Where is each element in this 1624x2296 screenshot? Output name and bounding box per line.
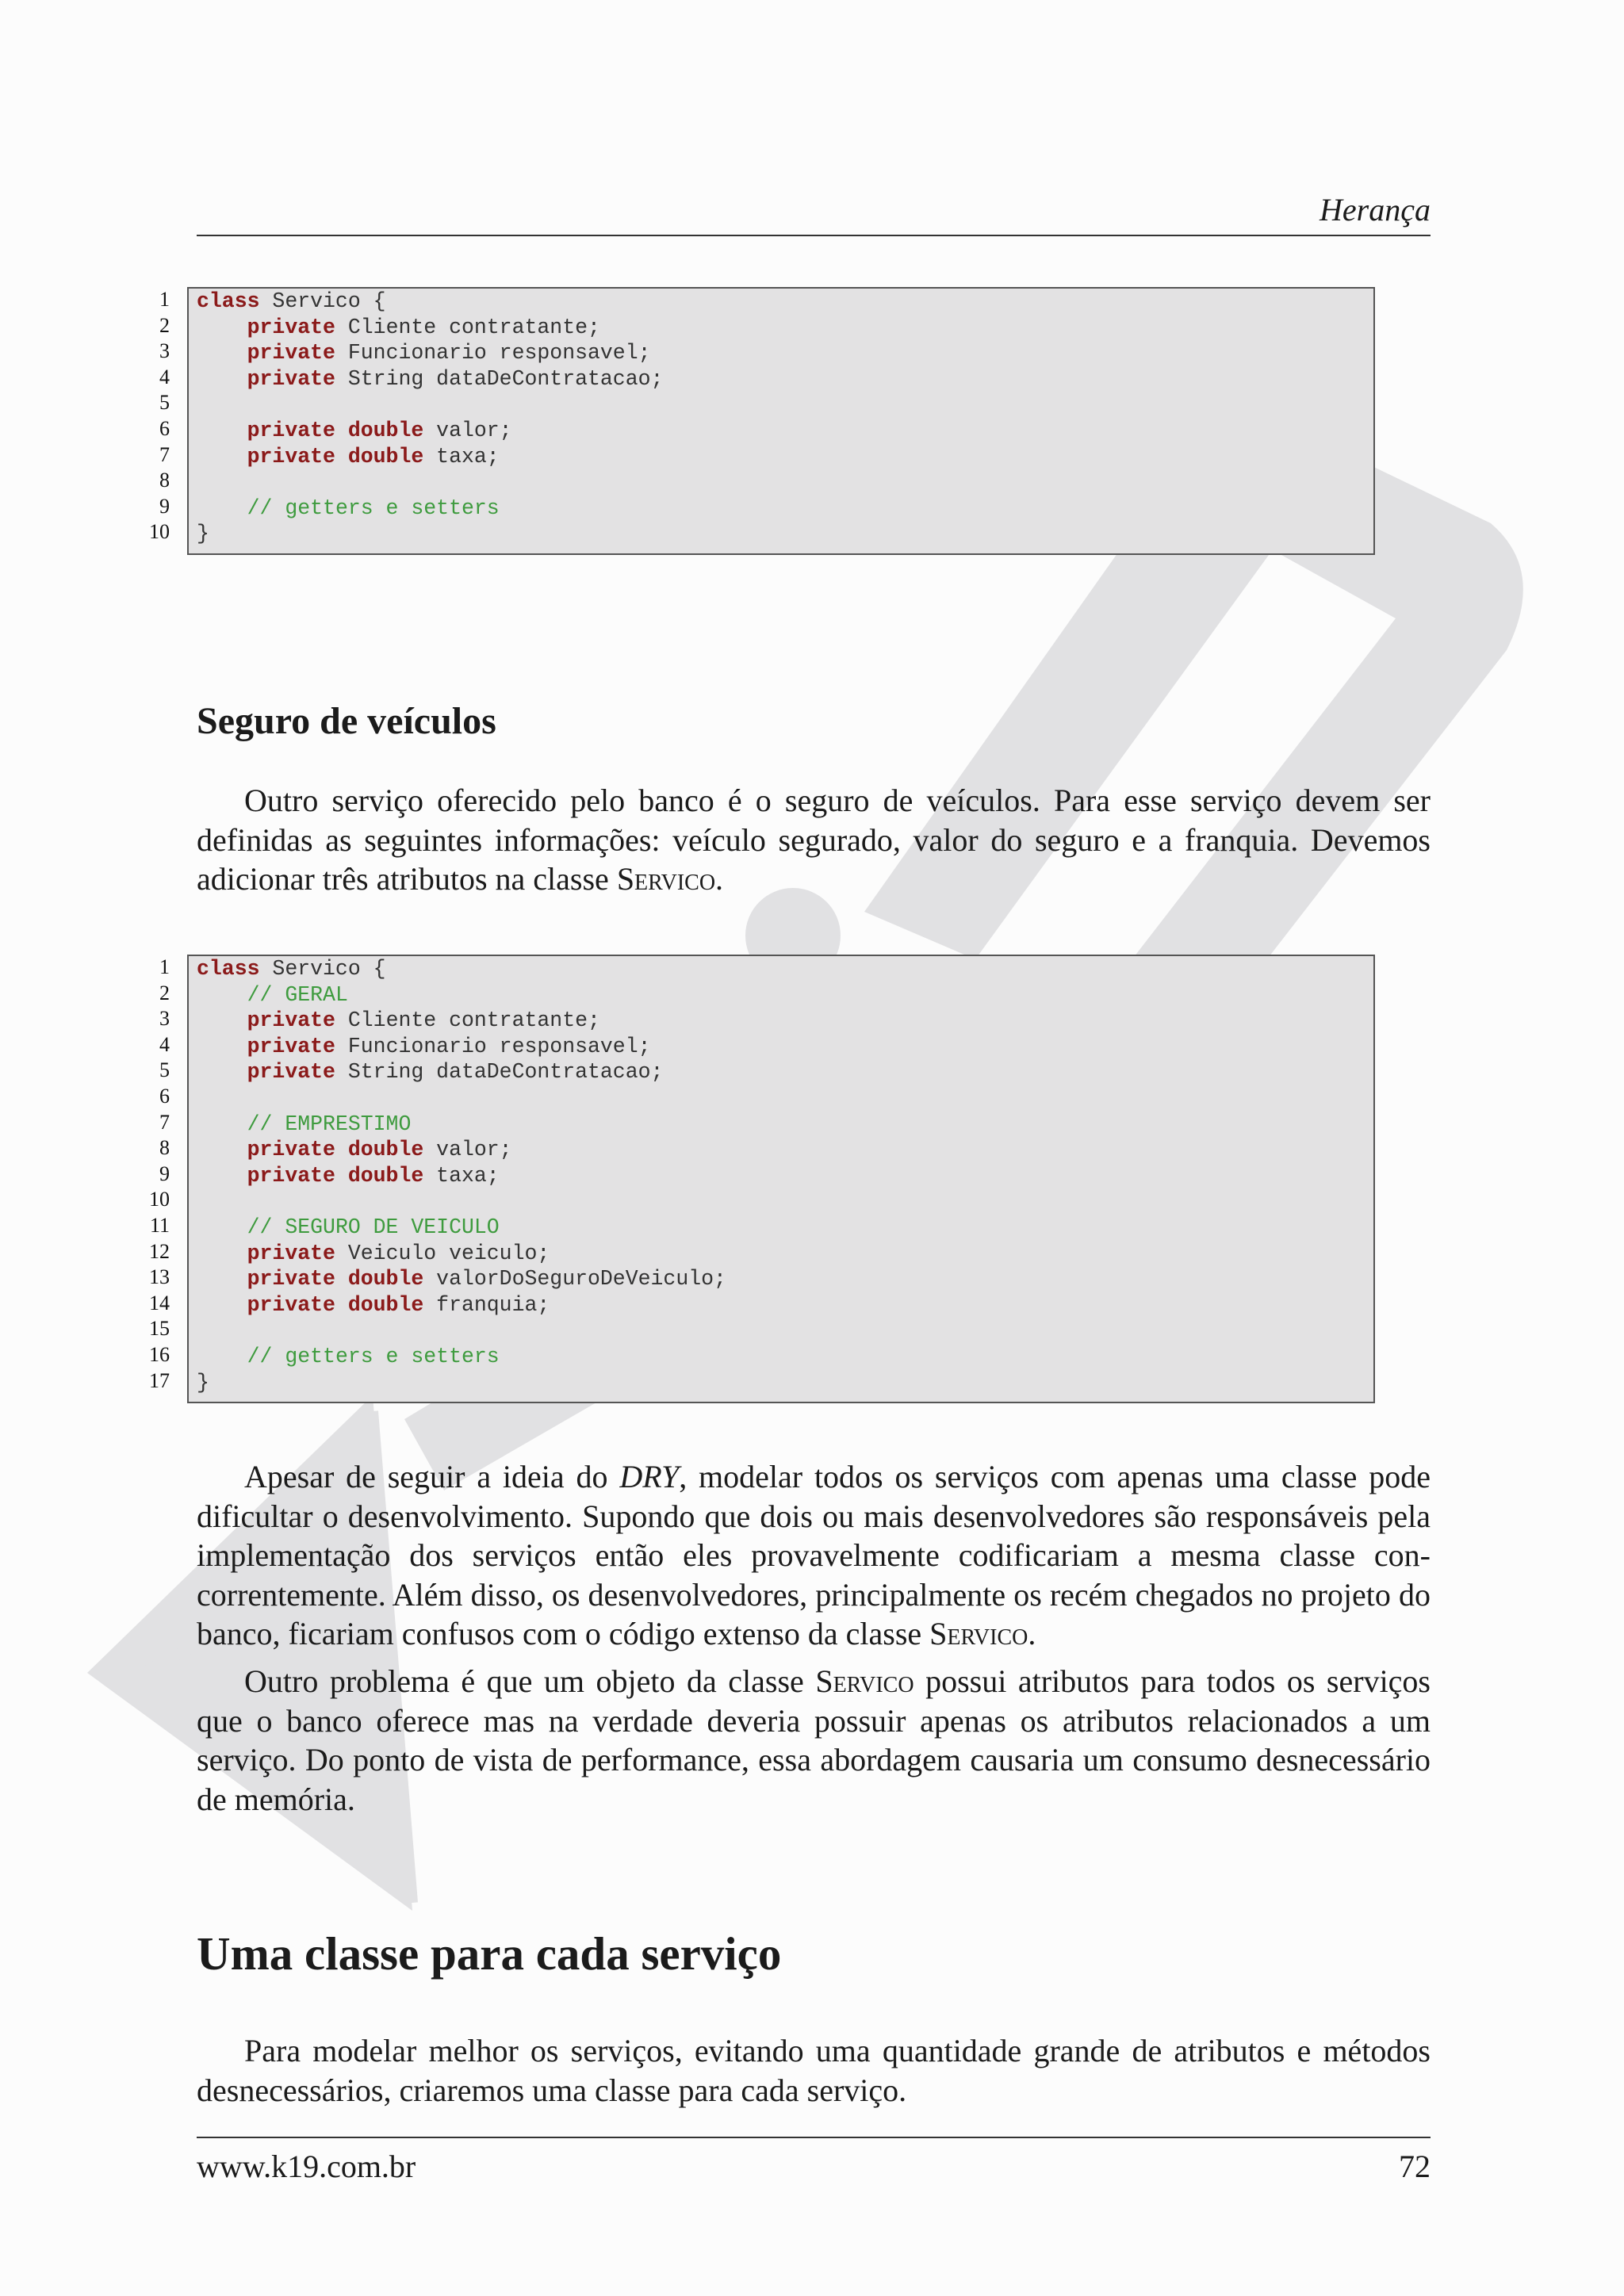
text: . — [715, 861, 724, 897]
comment: // getters e setters — [247, 496, 500, 520]
paragraph — [197, 781, 1431, 899]
line-number: 17 — [149, 1368, 170, 1392]
line-number: 7 — [159, 1110, 170, 1134]
code-line — [197, 521, 663, 547]
footer-rule — [197, 2137, 1431, 2138]
line-number: 5 — [159, 391, 170, 415]
line-number: 7 — [159, 442, 170, 466]
line-number: 3 — [159, 1007, 170, 1031]
line-number: 15 — [149, 1317, 170, 1341]
code-line — [197, 1034, 726, 1060]
code-text — [197, 445, 247, 469]
keyword: class — [197, 957, 260, 981]
line-number: 1 — [159, 288, 170, 311]
code-text: valorDoSeguroDeVeiculo; — [423, 1267, 726, 1292]
code-text — [197, 1060, 247, 1084]
code-text: valor; — [423, 1138, 512, 1162]
running-head: Herança — [1320, 192, 1431, 228]
code-text: Cliente contratante; — [335, 1008, 600, 1033]
paragraph — [197, 1457, 1431, 1654]
code-text — [197, 1215, 247, 1239]
code-box — [187, 955, 1375, 1403]
code-text: Funcionario responsavel; — [335, 341, 651, 365]
text: Apesar de seguir a ideia do — [244, 1459, 620, 1494]
code-lines — [197, 289, 663, 547]
keyword: private double — [247, 1163, 424, 1188]
line-number: 12 — [149, 1239, 170, 1263]
header-rule — [197, 235, 1431, 236]
page-number: 72 — [1399, 2149, 1431, 2184]
code-line — [197, 444, 663, 470]
code-text: } — [197, 1370, 209, 1395]
code-text: } — [197, 522, 209, 546]
line-number: 2 — [159, 981, 170, 1004]
keyword: private — [247, 1008, 335, 1033]
code-text — [197, 1035, 247, 1058]
code-line — [197, 1318, 726, 1344]
code-line — [197, 1059, 726, 1085]
line-number: 9 — [159, 1161, 170, 1185]
code-text — [197, 1008, 247, 1032]
code-line — [197, 1163, 726, 1189]
line-number: 16 — [149, 1342, 170, 1366]
code-text — [197, 1242, 247, 1265]
code-line — [197, 1137, 726, 1163]
code-text — [197, 1267, 247, 1291]
comment: // GERAL — [247, 982, 348, 1007]
code-line — [197, 315, 663, 341]
line-number: 10 — [149, 1188, 170, 1211]
code-line — [197, 418, 663, 444]
code-line — [197, 366, 663, 392]
code-text — [197, 1293, 247, 1317]
text: . — [1028, 1616, 1036, 1652]
paragraph — [197, 1662, 1431, 1819]
code-line — [197, 982, 726, 1008]
code-text: Servico { — [259, 289, 386, 313]
comment: // EMPRESTIMO — [247, 1112, 412, 1136]
code-line — [197, 496, 663, 522]
keyword: private — [247, 366, 335, 391]
keyword: private double — [247, 418, 424, 442]
code-line — [197, 1112, 726, 1138]
code-text: franquia; — [423, 1292, 550, 1317]
code-text — [197, 341, 247, 365]
line-number: 6 — [159, 1084, 170, 1108]
code-text: valor; — [423, 418, 512, 442]
code-text — [197, 367, 247, 391]
line-number: 4 — [159, 1032, 170, 1056]
keyword: private — [247, 1034, 335, 1058]
footer-url[interactable]: www.k19.com.br — [197, 2149, 416, 2184]
line-number: 5 — [159, 1058, 170, 1082]
code-line — [197, 392, 663, 418]
code-text — [197, 1138, 247, 1161]
code-text — [197, 1112, 247, 1136]
keyword: private — [247, 1241, 335, 1265]
code-text — [197, 419, 247, 442]
line-number: 4 — [159, 365, 170, 388]
code-text — [197, 1345, 247, 1368]
text: Outro serviço oferecido pelo banco é o seguro de veículos. Para esse serviço devem ser definidas as seguintes informações: veículo segurado, valor do seguro e a franquia. Devemos adicionar três atributos na classe — [197, 783, 1431, 897]
code-line — [197, 289, 663, 315]
text: , modelar todos os serviços com apenas uma classe pode dificultar o desenvolvimento. Supondo que dois ou mais desenvolvedores são responsáveis pela implementação dos serviços então eles provavelmente codificariam a mesma classe concorrentemente. Além disso, os desenvolvedores, principalmente os recém chegados no projeto do banco, ficariam confusos com o código extenso da classe — [197, 1459, 1431, 1652]
code-text — [197, 316, 247, 339]
section-title: Uma classe para cada serviço — [197, 1927, 782, 1980]
code-text: Funcionario responsavel; — [335, 1034, 651, 1058]
class-name: Servico — [616, 861, 716, 897]
line-number: 13 — [149, 1265, 170, 1289]
code-line — [197, 1266, 726, 1292]
line-numbers — [103, 955, 170, 1394]
dry-term: DRY — [619, 1459, 680, 1494]
code-line — [197, 1241, 726, 1267]
code-line — [197, 469, 663, 496]
paragraph: Para modelar melhor os serviços, evitando uma quantidade grande de atributos e métodos desnecessários, criaremos uma classe para cada serviço. — [197, 2033, 1431, 2108]
code-line — [197, 1188, 726, 1215]
line-number: 14 — [149, 1291, 170, 1314]
line-number: 6 — [159, 416, 170, 440]
code-line — [197, 1370, 726, 1396]
code-text: Cliente contratante; — [335, 315, 600, 339]
code-text: String dataDeContratacao; — [335, 366, 664, 391]
class-name: Servico — [929, 1616, 1028, 1652]
keyword: private — [247, 1060, 335, 1085]
code-line — [197, 1344, 726, 1370]
code-text — [197, 496, 247, 520]
line-number: 9 — [159, 494, 170, 518]
code-line — [197, 1215, 726, 1241]
code-text: Servico { — [259, 957, 386, 981]
line-number: 2 — [159, 313, 170, 337]
line-number: 8 — [159, 469, 170, 492]
line-number: 3 — [159, 339, 170, 363]
keyword: private double — [247, 1267, 424, 1292]
code-text: String dataDeContratacao; — [335, 1060, 664, 1085]
code-line — [197, 340, 663, 366]
class-name: Servico — [815, 1663, 914, 1699]
code-line — [197, 956, 726, 982]
line-number: 8 — [159, 1136, 170, 1160]
keyword: private — [247, 341, 335, 365]
line-number: 11 — [149, 1213, 170, 1237]
keyword: private double — [247, 1138, 424, 1162]
line-number: 10 — [149, 520, 170, 544]
keyword: private double — [247, 1292, 424, 1317]
code-text — [197, 1164, 247, 1188]
line-numbers — [103, 287, 170, 545]
code-line — [197, 1085, 726, 1112]
section-title: Seguro de veículos — [197, 700, 496, 742]
line-number: 1 — [159, 955, 170, 978]
keyword: class — [197, 289, 260, 313]
text: possui atributos para todos os serviços que o banco oferece mas na verdade deveria possuir apenas os atributos relacionados a um serviço. Do ponto de vista de performance, essa abordagem causaria um consumo desnecessário de memória. — [197, 1663, 1431, 1817]
code-text: taxa; — [423, 444, 500, 469]
code-line — [197, 1008, 726, 1034]
code-text — [197, 983, 247, 1007]
keyword: private double — [247, 444, 424, 469]
code-line — [197, 1292, 726, 1318]
code-text: taxa; — [423, 1163, 500, 1188]
code-lines — [197, 956, 726, 1395]
comment: // getters e setters — [247, 1344, 500, 1368]
code-text: Veiculo veiculo; — [335, 1241, 550, 1265]
keyword: private — [247, 315, 335, 339]
code-box — [187, 287, 1375, 555]
comment: // SEGURO DE VEICULO — [247, 1215, 500, 1239]
text: Outro problema é que um objeto da classe — [244, 1663, 816, 1699]
